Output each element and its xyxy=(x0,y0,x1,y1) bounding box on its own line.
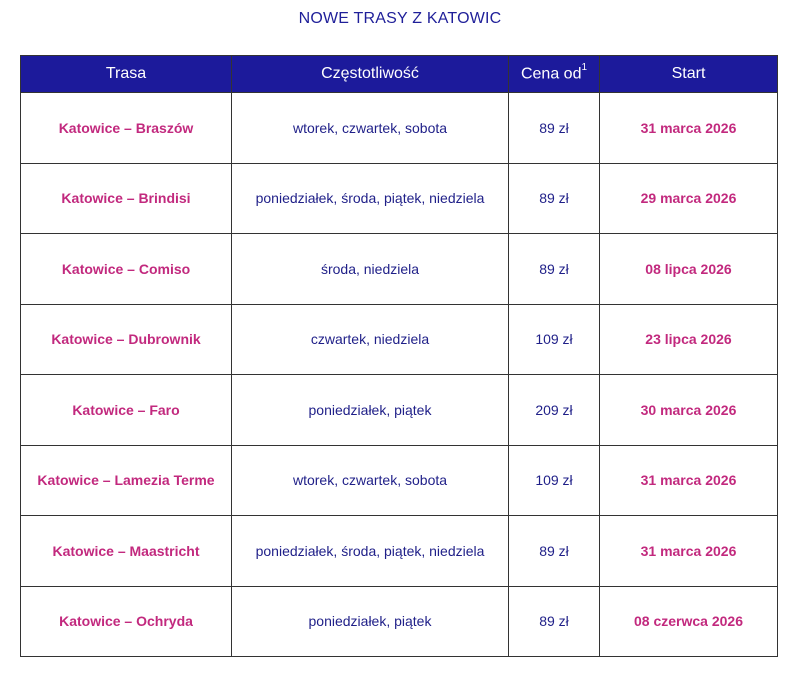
price-cell: 109 zł xyxy=(509,304,600,375)
frequency-cell: czwartek, niedziela xyxy=(232,304,509,375)
price-cell: 109 zł xyxy=(509,445,600,516)
start-cell: 08 czerwca 2026 xyxy=(600,586,778,657)
header-route: Trasa xyxy=(21,56,232,93)
frequency-cell: wtorek, czwartek, sobota xyxy=(232,445,509,516)
header-start: Start xyxy=(600,56,778,93)
header-price-label: Cena od xyxy=(520,65,582,83)
start-cell: 23 lipca 2026 xyxy=(600,304,778,375)
table-row xyxy=(21,375,778,446)
table-row xyxy=(21,304,778,375)
route-cell: Katowice – Comiso xyxy=(21,234,232,305)
route-cell: Katowice – Faro xyxy=(21,375,232,446)
header-frequency: Częstotliwość xyxy=(232,56,509,93)
route-cell: Katowice – Dubrownik xyxy=(21,304,232,375)
page-title: NOWE TRASY Z KATOWIC xyxy=(298,10,502,27)
routes-table xyxy=(20,55,778,657)
table-row xyxy=(21,234,778,305)
start-cell: 08 lipca 2026 xyxy=(600,234,778,305)
frequency-cell: poniedziałek, środa, piątek, niedziela xyxy=(232,516,509,587)
route-cell: Katowice – Ochryda xyxy=(21,586,232,657)
header-price xyxy=(509,56,600,93)
frequency-cell: poniedziałek, środa, piątek, niedziela xyxy=(232,163,509,234)
frequency-cell: środa, niedziela xyxy=(232,234,509,305)
table-row xyxy=(21,445,778,516)
frequency-cell: poniedziałek, piątek xyxy=(232,375,509,446)
price-cell: 89 zł xyxy=(509,163,600,234)
route-cell: Katowice – Brindisi xyxy=(21,163,232,234)
price-cell: 89 zł xyxy=(509,234,600,305)
price-cell: 89 zł xyxy=(509,586,600,657)
start-cell: 31 marca 2026 xyxy=(600,93,778,164)
table-row xyxy=(21,586,778,657)
price-cell: 89 zł xyxy=(509,93,600,164)
start-cell: 30 marca 2026 xyxy=(600,375,778,446)
header-price-footnote: 1 xyxy=(581,62,588,74)
table-row xyxy=(21,163,778,234)
route-cell: Katowice – Maastricht xyxy=(21,516,232,587)
table-row xyxy=(21,516,778,587)
route-cell: Katowice – Braszów xyxy=(21,93,232,164)
frequency-cell: poniedziałek, piątek xyxy=(232,586,509,657)
price-cell: 209 zł xyxy=(509,375,600,446)
frequency-cell: wtorek, czwartek, sobota xyxy=(232,93,509,164)
price-cell: 89 zł xyxy=(509,516,600,587)
start-cell: 31 marca 2026 xyxy=(600,516,778,587)
start-cell: 31 marca 2026 xyxy=(600,445,778,516)
route-cell: Katowice – Lamezia Terme xyxy=(21,445,232,516)
table-row xyxy=(21,93,778,164)
start-cell: 29 marca 2026 xyxy=(600,163,778,234)
table-header-row xyxy=(21,56,778,93)
